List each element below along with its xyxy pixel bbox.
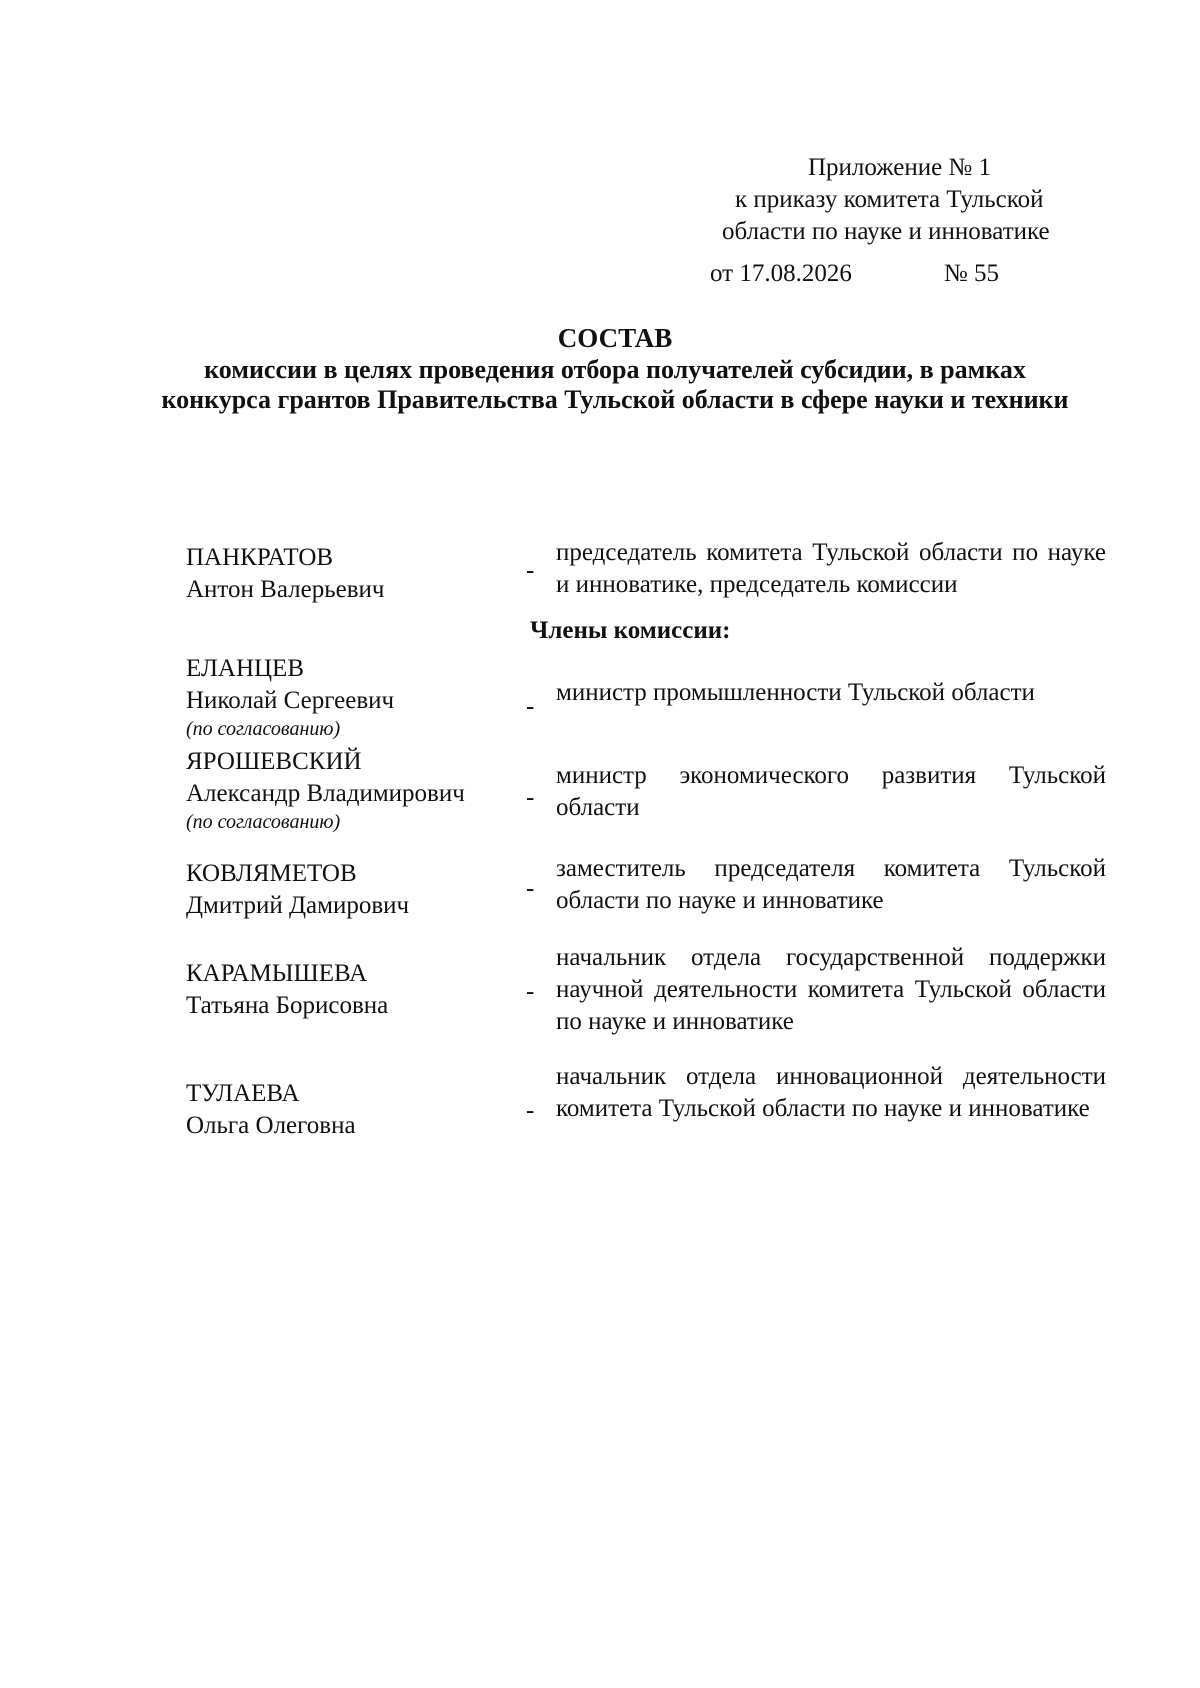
order-date: от 17.08.2026 bbox=[710, 260, 852, 287]
member-given-name: Антон Валерьевич bbox=[186, 576, 385, 603]
member-name bbox=[186, 1078, 506, 1142]
separator-dash: - bbox=[526, 978, 535, 1005]
member-position: начальник отдела государственной поддержки научной деятельности комитета Тульской области по науке и инноватике bbox=[556, 944, 1106, 1035]
member-surname: ПАНКРАТОВ bbox=[186, 544, 334, 571]
member-name bbox=[186, 958, 506, 1022]
order-number: № 55 bbox=[943, 260, 999, 287]
member-surname: КАРАМЫШЕВА bbox=[186, 960, 368, 987]
member-approval-note: (по согласованию) bbox=[186, 811, 341, 833]
annex-committee-line: области по науке и инноватике bbox=[722, 218, 1050, 245]
member-position: начальник отдела инновационной деятельности комитета Тульской области по науке и инноватике bbox=[556, 1063, 1106, 1122]
member-given-name: Николай Сергеевич bbox=[186, 687, 395, 714]
member-given-name: Дмитрий Дамирович bbox=[186, 892, 410, 919]
annex-date-line bbox=[700, 258, 1100, 290]
commission-member-row bbox=[186, 853, 1106, 923]
annex-order-line: к приказу комитета Тульской bbox=[735, 186, 1044, 213]
separator-dash: - bbox=[526, 693, 535, 720]
member-position: председатель комитета Тульской области по науке и инноватике, председатель комиссии bbox=[556, 539, 1106, 598]
member-surname: КОВЛЯМЕТОВ bbox=[186, 860, 357, 887]
member-name bbox=[186, 858, 506, 922]
member-given-name: Ольга Олеговна bbox=[186, 1112, 356, 1139]
member-position: министр экономического развития Тульской области bbox=[556, 762, 1106, 821]
commission-member-row bbox=[186, 942, 1106, 1042]
member-position: министр промышленности Тульской области bbox=[556, 679, 1035, 706]
title-subtitle: комиссии в целях проведения отбора получателей субсидии, в рамках конкурса грантов Правительства Тульской области в сфере науки и техники bbox=[161, 355, 1069, 414]
document-title bbox=[150, 323, 1080, 415]
member-name bbox=[186, 746, 506, 834]
commission-member-row bbox=[186, 653, 1106, 743]
member-surname: ЯРОШЕВСКИЙ bbox=[186, 748, 362, 775]
member-given-name: Александр Владимирович bbox=[186, 780, 465, 807]
member-position: заместитель председателя комитета Тульской области по науке и инноватике bbox=[556, 855, 1106, 914]
annex-block bbox=[700, 152, 1100, 290]
member-name bbox=[186, 542, 506, 606]
member-surname: ТУЛАЕВА bbox=[186, 1080, 300, 1107]
separator-dash: - bbox=[526, 875, 535, 902]
members-heading: Члены комиссии: bbox=[530, 617, 731, 644]
separator-dash: - bbox=[526, 1097, 535, 1124]
annex-number-line: Приложение № 1 bbox=[808, 154, 992, 181]
commission-member-row bbox=[186, 1061, 1106, 1161]
commission-member-row bbox=[186, 537, 1106, 607]
member-approval-note: (по согласованию) bbox=[186, 718, 341, 740]
member-given-name: Татьяна Борисовна bbox=[186, 992, 389, 1019]
commission-member-row bbox=[186, 746, 1106, 836]
member-surname: ЕЛАНЦЕВ bbox=[186, 655, 305, 682]
title-heading: СОСТАВ bbox=[557, 323, 673, 353]
member-name bbox=[186, 653, 506, 741]
separator-dash: - bbox=[526, 557, 535, 584]
separator-dash: - bbox=[526, 784, 535, 811]
